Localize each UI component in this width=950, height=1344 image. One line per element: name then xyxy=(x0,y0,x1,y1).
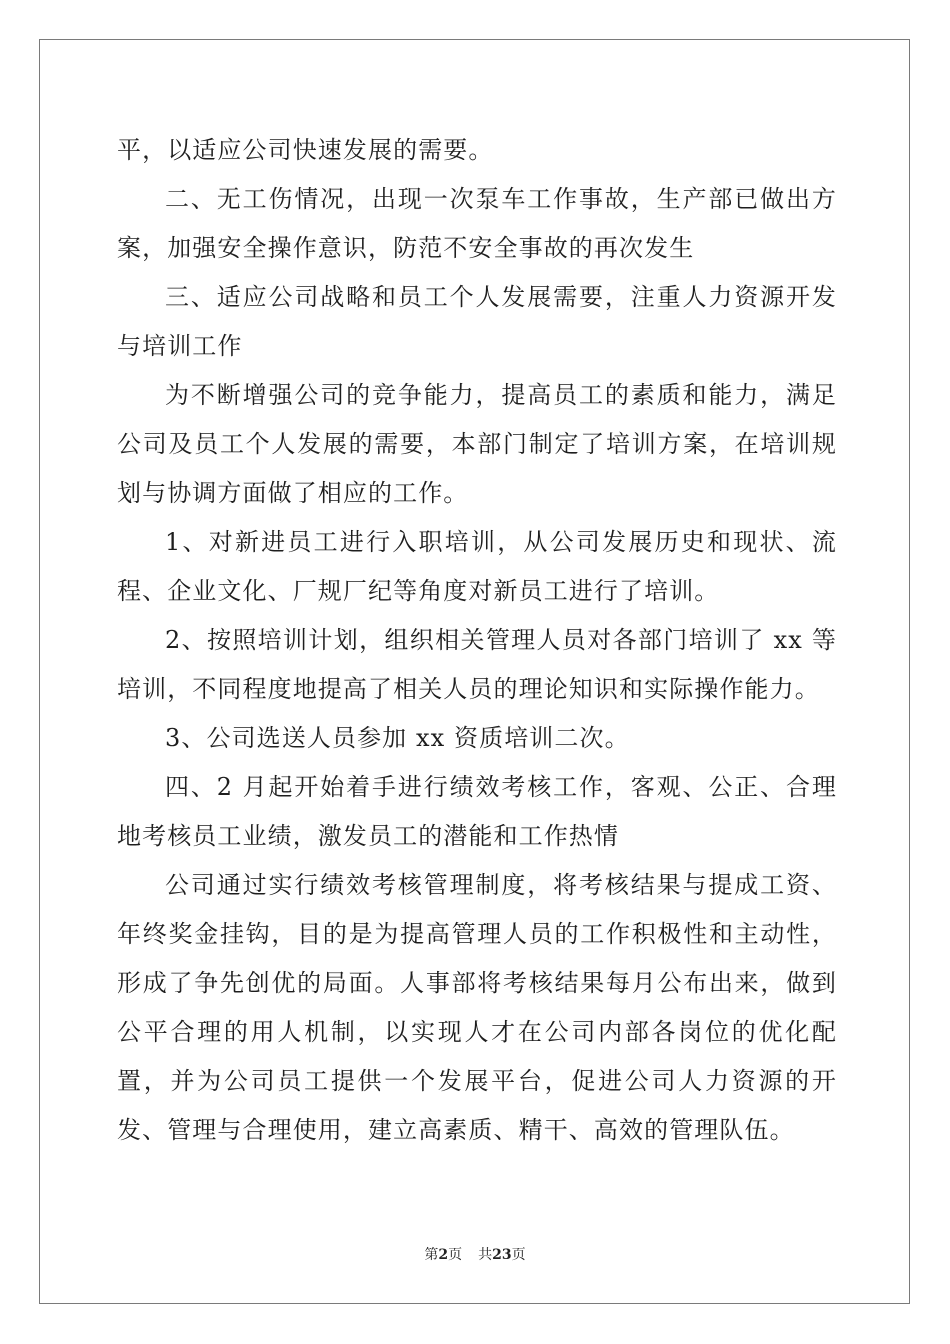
page-suffix: 页 xyxy=(448,1247,463,1263)
page-number: 2 xyxy=(438,1247,449,1263)
paragraph: 二、无工伤情况，出现一次泵车工作事故，生产部已做出方案，加强安全操作意识，防范不安全事故的再次发生 xyxy=(117,185,837,262)
paragraph: 2、按照培训计划，组织相关管理人员对各部门培训了 xx 等培训，不同程度地提高了相关人员的理论知识和实际操作能力。 xyxy=(117,626,837,703)
total-suffix: 页 xyxy=(511,1247,526,1263)
paragraph: 1、对新进员工进行入职培训，从公司发展历史和现状、流程、企业文化、厂规厂纪等角度对新员工进行了培训。 xyxy=(117,528,837,605)
page-prefix: 第 xyxy=(424,1247,439,1263)
total-prefix: 共 xyxy=(478,1247,493,1263)
paragraph: 为不断增强公司的竞争能力，提高员工的素质和能力，满足公司及员工个人发展的需要，本部门制定了培训方案，在培训规划与协调方面做了相应的工作。 xyxy=(117,381,837,507)
page-footer xyxy=(0,1245,950,1265)
paragraph: 公司通过实行绩效考核管理制度，将考核结果与提成工资、年终奖金挂钩，目的是为提高管理人员的工作积极性和主动性，形成了争先创优的局面。人事部将考核结果每月公布出来，做到公平合理的用人机制，以实现人才在公司内部各岗位的优化配置，并为公司员工提供一个发展平台，促进公司人力资源的开发、管理与合理使用，建立高素质、精干、高效的管理队伍。 xyxy=(117,871,837,1144)
total-pages: 23 xyxy=(492,1247,512,1263)
paragraph: 四、2 月起开始着手进行绩效考核工作，客观、公正、合理地考核员工业绩，激发员工的潜能和工作热情 xyxy=(117,773,837,850)
document-body xyxy=(117,126,837,1155)
paragraph: 三、适应公司战略和员工个人发展需要，注重人力资源开发与培训工作 xyxy=(117,283,837,360)
paragraph: 3、公司选送人员参加 xx 资质培训二次。 xyxy=(165,724,630,752)
paragraph: 平，以适应公司快速发展的需要。 xyxy=(117,136,494,164)
